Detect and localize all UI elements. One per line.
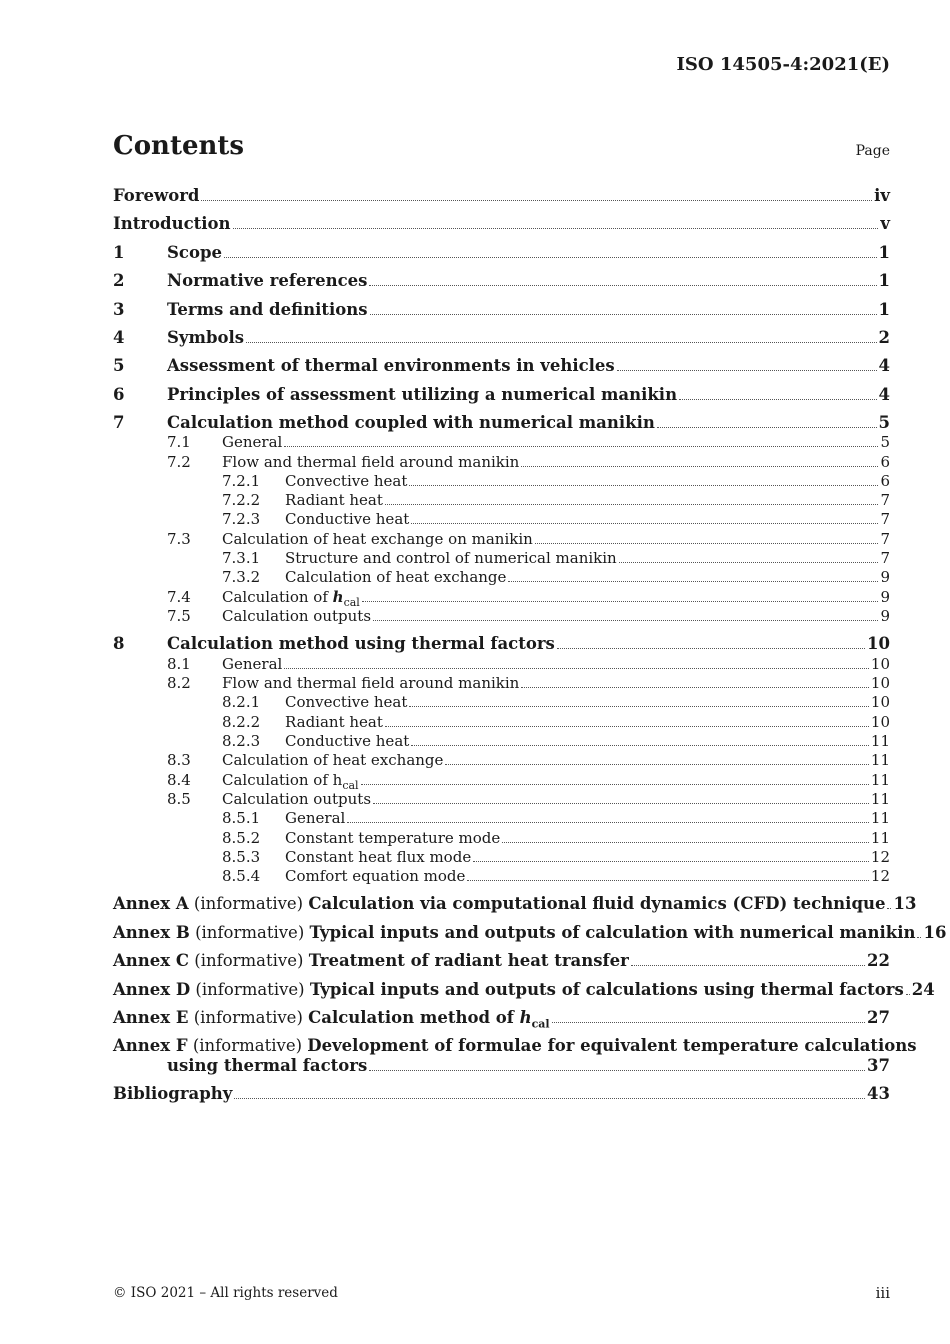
- toc-entry-7-3[interactable]: 7.3 Calculation of heat exchange on manikin 7: [167, 530, 890, 548]
- toc-entry-8-2-1[interactable]: 8.2.1 Convective heat 10: [222, 693, 890, 711]
- toc-entry-bibliography[interactable]: Bibliography 43: [113, 1084, 890, 1103]
- toc-entry-introduction[interactable]: Introduction v: [113, 214, 890, 233]
- toc-entry-8-5-4[interactable]: 8.5.4 Comfort equation mode 12: [222, 867, 890, 885]
- toc-entry-1[interactable]: 1 Scope 1: [113, 243, 890, 262]
- toc-entry-8-1[interactable]: 8.1 General 10: [167, 655, 890, 673]
- toc-entry-annex-e[interactable]: Annex E (informative) Calculation method of $h_{cal}$ 27: [113, 1008, 890, 1031]
- document-id: ISO 14505-4:2021(E): [676, 54, 890, 75]
- toc-entry-annex-a[interactable]: Annex A (informative) Calculation via computational fluid dynamics (CFD) technique 13: [113, 894, 917, 913]
- contents-title: Contents: [113, 131, 245, 161]
- toc-entry-annex-f-line1[interactable]: Annex F (informative) Development of formulae for equivalent temperature calculations: [113, 1036, 917, 1055]
- toc-entry-8-3[interactable]: 8.3 Calculation of heat exchange 11: [167, 751, 890, 769]
- toc-entry-5[interactable]: 5 Assessment of thermal environments in vehicles 4: [113, 356, 890, 375]
- toc-entry-8-4[interactable]: 8.4 Calculation of $h_{cal}$ 11: [167, 771, 890, 792]
- toc-entry-7-3-1[interactable]: 7.3.1 Structure and control of numerical manikin 7: [222, 549, 890, 567]
- toc-entry-8-2[interactable]: 8.2 Flow and thermal field around manikin 10: [167, 674, 890, 692]
- toc-entry-7-1[interactable]: 7.1 General 5: [167, 433, 890, 451]
- toc-entry-foreword[interactable]: Foreword iv: [113, 186, 890, 205]
- toc-entry-annex-f-line2[interactable]: using thermal factors 37: [167, 1056, 890, 1075]
- toc-entry-annex-d[interactable]: Annex D (informative) Typical inputs and outputs of calculations using thermal factors 24: [113, 980, 935, 999]
- toc-entry-3[interactable]: 3 Terms and definitions 1: [113, 300, 890, 319]
- toc-entry-8-5-1[interactable]: 8.5.1 General 11: [222, 809, 890, 827]
- toc-entry-annex-b[interactable]: Annex B (informative) Typical inputs and outputs of calculation with numerical manikin 16: [113, 923, 947, 942]
- toc-entry-7-2[interactable]: 7.2 Flow and thermal field around manikin 6: [167, 453, 890, 471]
- footer-page-number: iii: [875, 1284, 890, 1302]
- toc-entry-8-2-2[interactable]: 8.2.2 Radiant heat 10: [222, 713, 890, 731]
- toc-entry-7-5[interactable]: 7.5 Calculation outputs 9: [167, 607, 890, 625]
- toc-entry-7[interactable]: 7 Calculation method coupled with numerical manikin 5: [113, 413, 890, 432]
- footer-copyright: © ISO 2021 – All rights reserved: [113, 1285, 338, 1301]
- toc-entry-8-5-3[interactable]: 8.5.3 Constant heat flux mode 12: [222, 848, 890, 866]
- toc-entry-8[interactable]: 8 Calculation method using thermal factors 10: [113, 634, 890, 653]
- toc-entry-8-2-3[interactable]: 8.2.3 Conductive heat 11: [222, 732, 890, 750]
- toc-entry-8-5[interactable]: 8.5 Calculation outputs 11: [167, 790, 890, 808]
- toc-entry-6[interactable]: 6 Principles of assessment utilizing a numerical manikin 4: [113, 385, 890, 404]
- toc-entry-8-5-2[interactable]: 8.5.2 Constant temperature mode 11: [222, 829, 890, 847]
- toc-entry-4[interactable]: 4 Symbols 2: [113, 328, 890, 347]
- toc-entry-annex-c[interactable]: Annex C (informative) Treatment of radiant heat transfer 22: [113, 951, 890, 970]
- page-column-label: Page: [855, 143, 890, 159]
- toc-entry-7-2-1[interactable]: 7.2.1 Convective heat 6: [222, 472, 890, 490]
- toc-entry-7-2-3[interactable]: 7.2.3 Conductive heat 7: [222, 510, 890, 528]
- toc-entry-7-4[interactable]: 7.4 Calculation of $h_{cal}$ 9: [167, 588, 890, 609]
- toc-entry-7-3-2[interactable]: 7.3.2 Calculation of heat exchange 9: [222, 568, 890, 586]
- toc-entry-2[interactable]: 2 Normative references 1: [113, 271, 890, 290]
- toc-entry-7-2-2[interactable]: 7.2.2 Radiant heat 7: [222, 491, 890, 509]
